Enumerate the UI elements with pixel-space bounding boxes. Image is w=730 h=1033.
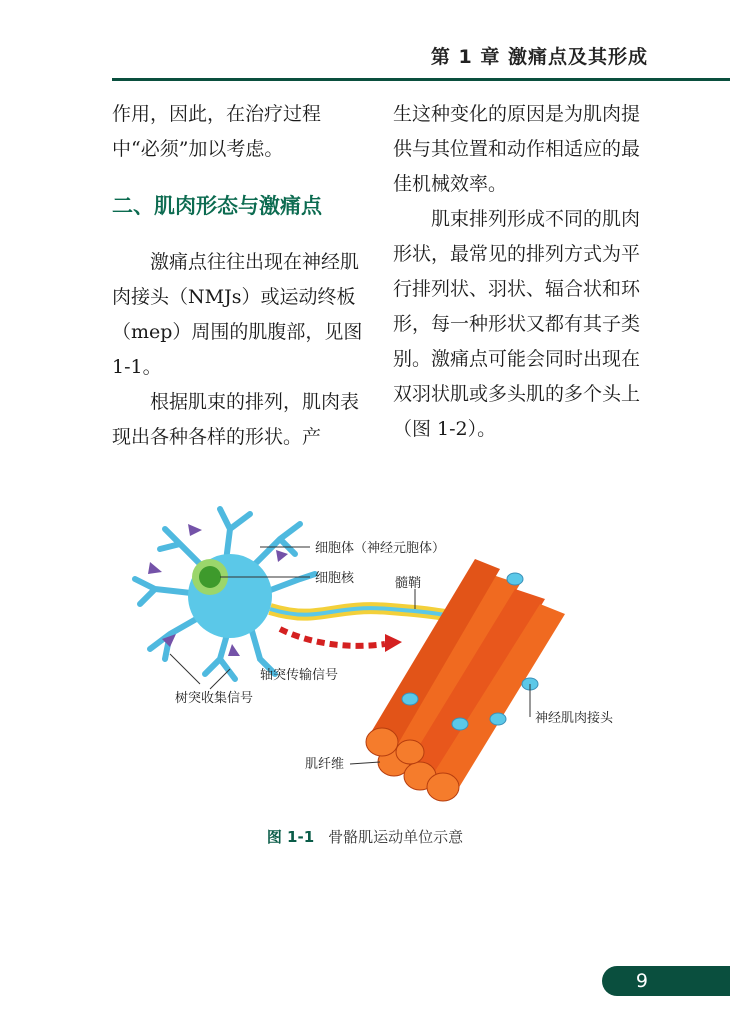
motor-unit-figure [110,484,670,824]
header-rule [112,78,730,81]
figure-caption [0,826,730,847]
right-paragraph-2: 肌束排列形成不同的肌肉形状，最常见的排列方式为平行排列状、羽状、辐合状和环形，每一种形状又都有其子类别。激痛点可能会同时出现在双羽状肌或多头肌的多个头上（图 1-2）。 [393,208,641,440]
right-paragraph-1: 生这种变化的原因是为肌肉提供与其位置和动作相适应的最佳机械效率。 [393,103,641,195]
label-muscle-fiber: 肌纤维 [305,757,345,772]
left-paragraph-1: 作用，因此，在治疗过程中“必须”加以考虑。 [112,103,322,160]
page-number-tab [602,966,730,996]
left-paragraph-2: 激痛点往往出现在神经肌肉接头（NMJs）或运动终板（mep）周围的肌腹部，见图 1-1。 [112,251,363,378]
chapter-header: 第 1 章 激痛点及其形成 [430,46,648,68]
left-column [112,97,364,455]
label-nucleus: 细胞核 [315,571,355,586]
caption-number: 图 1-1 [266,828,315,846]
left-paragraph-3: 根据肌束的排列，肌肉表现出各种各样的形状。产 [112,391,360,448]
label-nmj: 神经肌肉接头 [535,711,614,726]
section-title: 二、肌肉形态与激痛点 [112,194,322,218]
page-number: 9 [635,970,648,992]
axon-signal-arrow [280,629,385,646]
caption-text: 骨骼肌运动单位示意 [328,828,464,846]
label-myelin: 髓鞘 [395,576,422,591]
label-dendrite-signal: 树突收集信号 [175,691,254,706]
right-column [393,97,645,447]
label-cell-body: 细胞体（神经元胞体） [315,541,446,556]
label-axon-signal: 轴突传输信号 [260,668,339,683]
